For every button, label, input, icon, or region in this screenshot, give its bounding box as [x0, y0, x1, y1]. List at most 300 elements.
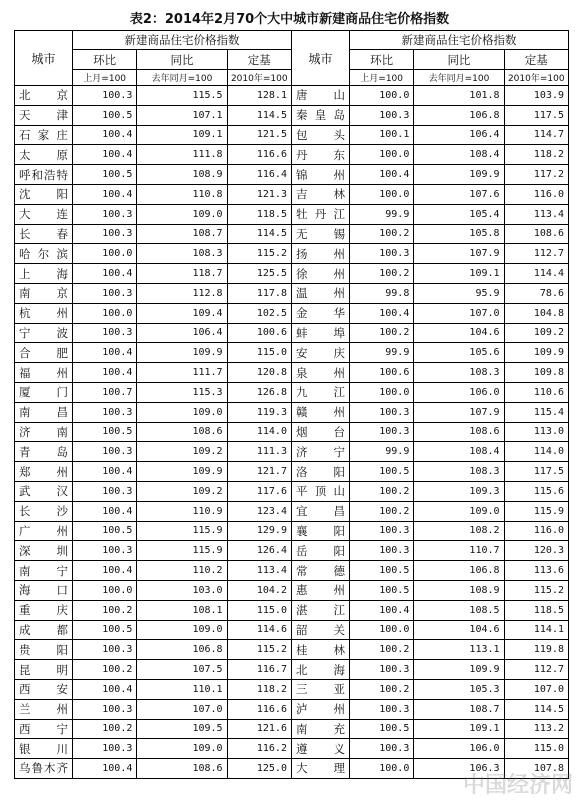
base-cell: 114.0: [227, 422, 291, 442]
yoy-cell: 115.5: [137, 86, 227, 106]
city-name: 吉林: [295, 187, 345, 202]
table-row: [15, 283, 569, 303]
city-cell: [291, 184, 349, 204]
base-cell: 117.5: [504, 462, 568, 482]
mom-cell: 100.4: [72, 501, 136, 521]
yoy-cell: 109.0: [137, 739, 227, 759]
base-cell: 111.3: [227, 442, 291, 462]
city-cell: [291, 442, 349, 462]
mom-cell: 100.5: [349, 580, 413, 600]
mom-cell: 100.3: [72, 283, 136, 303]
city-name: 唐山: [295, 88, 345, 103]
mom-cell: 100.4: [72, 145, 136, 165]
yoy-cell: 109.0: [414, 501, 504, 521]
city-cell: [291, 541, 349, 561]
base-cell: 125.5: [227, 264, 291, 284]
yoy-cell: 115.3: [137, 382, 227, 402]
yoy-cell: 115.9: [137, 521, 227, 541]
city-cell: [291, 679, 349, 699]
mom-cell: 100.4: [349, 600, 413, 620]
city-name: 南宁: [19, 563, 68, 578]
city-name: 武汉: [19, 484, 68, 499]
yoy-cell: 109.5: [137, 719, 227, 739]
yoy-cell: 109.0: [137, 620, 227, 640]
city-cell: [291, 402, 349, 422]
mom-cell: 99.9: [349, 343, 413, 363]
yoy-cell: 103.0: [137, 580, 227, 600]
yoy-cell: 104.6: [414, 323, 504, 343]
city-name: 三亚: [295, 682, 345, 697]
city-cell: [15, 660, 73, 680]
mom-cell: 100.4: [72, 462, 136, 482]
table-row: [15, 640, 569, 660]
mom-cell: 100.3: [72, 86, 136, 106]
base-cell: 115.2: [227, 640, 291, 660]
mom-cell: 100.4: [349, 165, 413, 185]
city-name: 泉州: [295, 365, 345, 380]
city-name: 太原: [19, 147, 68, 162]
yoy-cell: 108.7: [137, 224, 227, 244]
table-row: [15, 402, 569, 422]
base-cell: 115.9: [504, 501, 568, 521]
base-cell: 120.8: [227, 363, 291, 383]
table-title: 表2：2014年2月70个大中城市新建商品住宅价格指数: [129, 12, 450, 27]
city-cell: [291, 244, 349, 264]
mom-cell: 100.4: [72, 264, 136, 284]
base-cell: 100.6: [227, 323, 291, 343]
base-cell: 121.3: [227, 184, 291, 204]
city-cell: [291, 561, 349, 581]
base-cell: 126.8: [227, 382, 291, 402]
city-cell: [15, 165, 73, 185]
city-name: 宁波: [19, 325, 68, 340]
yoy-cell: 118.7: [137, 264, 227, 284]
city-name: 合肥: [19, 345, 68, 360]
city-cell: [15, 699, 73, 719]
base-cell: 109.9: [504, 343, 568, 363]
mom-cell: 100.3: [72, 204, 136, 224]
base-cell: 117.2: [504, 165, 568, 185]
yoy-cell: 105.3: [414, 679, 504, 699]
yoy-cell: 106.0: [414, 382, 504, 402]
base-cell: 118.5: [504, 600, 568, 620]
city-cell: [291, 620, 349, 640]
city-cell: [15, 105, 73, 125]
mom-cell: 100.0: [349, 620, 413, 640]
yoy-cell: 112.8: [137, 283, 227, 303]
mom-cell: 100.3: [349, 660, 413, 680]
table-row: [15, 501, 569, 521]
city-cell: [15, 244, 73, 264]
yoy-cell: 109.0: [137, 402, 227, 422]
table-row: [15, 600, 569, 620]
city-name: 上海: [19, 266, 68, 281]
mom-cell: 100.4: [72, 343, 136, 363]
mom-cell: 100.3: [349, 244, 413, 264]
city-name: 徐州: [295, 266, 345, 281]
city-cell: [15, 759, 73, 779]
base-cell: 114.5: [227, 105, 291, 125]
table-row: [15, 224, 569, 244]
base-base-left: 2010年=100: [227, 70, 291, 86]
mom-cell: 100.3: [349, 699, 413, 719]
yoy-cell: 104.6: [414, 620, 504, 640]
mom-base-left: 上月=100: [72, 70, 136, 86]
city-name: 银川: [19, 741, 68, 756]
yoy-cell: 110.7: [414, 541, 504, 561]
table-row: [15, 382, 569, 402]
base-cell: 108.6: [504, 224, 568, 244]
mom-cell: 100.5: [72, 620, 136, 640]
city-name: 桂林: [295, 642, 345, 657]
table-row: [15, 125, 569, 145]
city-name: 济南: [19, 424, 68, 439]
table-row: [15, 660, 569, 680]
base-cell: 114.5: [227, 224, 291, 244]
base-cell: 115.4: [504, 402, 568, 422]
yoy-cell: 108.6: [137, 759, 227, 779]
base-cell: 107.0: [504, 679, 568, 699]
mom-cell: 100.4: [72, 561, 136, 581]
base-cell: 121.6: [227, 719, 291, 739]
yoy-cell: 108.6: [414, 422, 504, 442]
city-name: 长沙: [19, 504, 68, 519]
yoy-cell: 110.2: [137, 561, 227, 581]
base-cell: 119.3: [227, 402, 291, 422]
base-cell: 125.0: [227, 759, 291, 779]
base-cell: 107.8: [504, 759, 568, 779]
city-name: 天津: [19, 108, 68, 123]
mom-cell: 100.4: [72, 125, 136, 145]
city-name: 锦州: [295, 167, 345, 182]
table-row: [15, 521, 569, 541]
city-name: 大理: [295, 761, 345, 776]
yoy-cell: 108.9: [414, 580, 504, 600]
yoy-cell: 106.8: [137, 640, 227, 660]
mom-cell: 100.3: [349, 422, 413, 442]
city-name: 包头: [295, 127, 345, 142]
city-name: 杭州: [19, 306, 68, 321]
city-name: 丹东: [295, 147, 345, 162]
yoy-cell: 115.9: [137, 541, 227, 561]
city-cell: [15, 600, 73, 620]
yoy-cell: 108.3: [414, 462, 504, 482]
base-cell: 114.4: [504, 264, 568, 284]
base-cell: 120.3: [504, 541, 568, 561]
city-cell: [291, 600, 349, 620]
base-cell: 114.1: [504, 620, 568, 640]
mom-cell: 100.3: [72, 323, 136, 343]
yoy-cell: 107.9: [414, 402, 504, 422]
mom-cell: 100.3: [72, 442, 136, 462]
mom-cell: 100.3: [349, 105, 413, 125]
city-cell: [15, 402, 73, 422]
yoy-cell: 95.9: [414, 283, 504, 303]
base-cell: 115.0: [227, 600, 291, 620]
mom-cell: 100.2: [349, 481, 413, 501]
yoy-header-left: 同比: [137, 50, 227, 70]
city-name: 哈尔滨: [19, 246, 68, 261]
yoy-cell: 108.7: [414, 699, 504, 719]
base-cell: 116.6: [227, 145, 291, 165]
mom-cell: 99.9: [349, 204, 413, 224]
mom-cell: 100.2: [349, 323, 413, 343]
price-index-table: [14, 30, 569, 779]
base-cell: 115.0: [504, 739, 568, 759]
mom-cell: 100.0: [349, 86, 413, 106]
mom-cell: 100.3: [72, 739, 136, 759]
city-name: 蚌埠: [295, 325, 345, 340]
city-name: 平顶山: [295, 484, 345, 499]
base-cell: 113.6: [504, 561, 568, 581]
city-name: 海口: [19, 583, 68, 598]
base-cell: 118.2: [504, 145, 568, 165]
city-name: 重庆: [19, 603, 68, 618]
city-name: 无锡: [295, 226, 345, 241]
base-cell: 121.5: [227, 125, 291, 145]
base-cell: 113.4: [227, 561, 291, 581]
yoy-cell: 107.0: [137, 699, 227, 719]
watermark: 中国经济网: [462, 773, 573, 798]
yoy-cell: 109.3: [414, 481, 504, 501]
base-cell: 118.2: [227, 679, 291, 699]
city-cell: [291, 501, 349, 521]
yoy-cell: 108.2: [414, 521, 504, 541]
city-name: 青岛: [19, 444, 68, 459]
city-cell: [291, 224, 349, 244]
mom-cell: 100.0: [349, 184, 413, 204]
base-cell: 112.7: [504, 244, 568, 264]
table-row: [15, 363, 569, 383]
city-cell: [15, 620, 73, 640]
mom-cell: 100.0: [349, 759, 413, 779]
city-cell: [15, 264, 73, 284]
table-row: [15, 481, 569, 501]
city-cell: [15, 184, 73, 204]
city-cell: [291, 739, 349, 759]
yoy-cell: 109.2: [137, 481, 227, 501]
city-cell: [15, 580, 73, 600]
city-name: 沈阳: [19, 187, 68, 202]
city-name: 赣州: [295, 405, 345, 420]
table-row: [15, 580, 569, 600]
mom-header-right: 环比: [349, 50, 413, 70]
base-cell: 121.7: [227, 462, 291, 482]
city-name: 西宁: [19, 721, 68, 736]
city-cell: [15, 442, 73, 462]
mom-cell: 100.2: [349, 679, 413, 699]
table-row: [15, 561, 569, 581]
yoy-cell: 107.6: [414, 184, 504, 204]
yoy-base-right: 去年同月=100: [414, 70, 504, 86]
mom-cell: 100.4: [72, 759, 136, 779]
yoy-cell: 101.8: [414, 86, 504, 106]
base-cell: 103.9: [504, 86, 568, 106]
city-cell: [291, 580, 349, 600]
city-name: 贵阳: [19, 642, 68, 657]
yoy-cell: 106.8: [414, 561, 504, 581]
group-header-right: 新建商品住宅价格指数: [349, 31, 568, 50]
base-cell: 117.8: [227, 283, 291, 303]
mom-cell: 100.2: [349, 264, 413, 284]
city-cell: [291, 481, 349, 501]
mom-cell: 100.3: [72, 224, 136, 244]
table-row: [15, 739, 569, 759]
mom-cell: 100.6: [349, 363, 413, 383]
base-cell: 112.7: [504, 660, 568, 680]
city-cell: [291, 264, 349, 284]
city-name: 扬州: [295, 246, 345, 261]
base-header-left: 定基: [227, 50, 291, 70]
mom-cell: 100.3: [72, 481, 136, 501]
mom-cell: 100.2: [349, 640, 413, 660]
base-cell: 117.6: [227, 481, 291, 501]
table-row: [15, 244, 569, 264]
base-cell: 109.8: [504, 363, 568, 383]
mom-cell: 99.9: [349, 442, 413, 462]
city-name: 北海: [295, 662, 345, 677]
yoy-cell: 107.5: [137, 660, 227, 680]
yoy-cell: 106.3: [414, 759, 504, 779]
yoy-cell: 108.4: [414, 145, 504, 165]
base-cell: 116.2: [227, 739, 291, 759]
yoy-cell: 109.1: [414, 264, 504, 284]
base-cell: 115.6: [504, 481, 568, 501]
table-row: [15, 699, 569, 719]
mom-cell: 100.4: [72, 184, 136, 204]
yoy-cell: 108.9: [137, 165, 227, 185]
base-header-right: 定基: [504, 50, 568, 70]
table-row: [15, 264, 569, 284]
mom-cell: 100.4: [349, 303, 413, 323]
mom-cell: 100.3: [349, 402, 413, 422]
base-cell: 119.8: [504, 640, 568, 660]
mom-cell: 100.4: [72, 679, 136, 699]
base-base-right: 2010年=100: [504, 70, 568, 86]
yoy-cell: 109.4: [137, 303, 227, 323]
yoy-cell: 107.9: [414, 244, 504, 264]
table-row: [15, 620, 569, 640]
table-row: [15, 679, 569, 699]
city-name: 广州: [19, 523, 68, 538]
city-cell: [15, 719, 73, 739]
table-row: [15, 541, 569, 561]
mom-cell: 100.3: [349, 521, 413, 541]
city-cell: [15, 363, 73, 383]
yoy-cell: 108.1: [137, 600, 227, 620]
base-cell: 78.6: [504, 283, 568, 303]
city-header-left: 城市: [15, 31, 73, 86]
yoy-header-right: 同比: [414, 50, 504, 70]
city-name: 深圳: [19, 543, 68, 558]
base-cell: 114.5: [504, 699, 568, 719]
city-name: 郑州: [19, 464, 68, 479]
base-cell: 102.5: [227, 303, 291, 323]
city-name: 韶关: [295, 622, 345, 637]
city-cell: [291, 363, 349, 383]
mom-cell: 100.0: [72, 580, 136, 600]
base-cell: 114.7: [504, 125, 568, 145]
base-cell: 104.2: [227, 580, 291, 600]
city-name: 大连: [19, 207, 68, 222]
city-cell: [291, 105, 349, 125]
city-cell: [15, 343, 73, 363]
city-name: 湛江: [295, 603, 345, 618]
yoy-cell: 110.9: [137, 501, 227, 521]
table-body: [15, 86, 569, 779]
city-name: 惠州: [295, 583, 345, 598]
base-cell: 115.0: [227, 343, 291, 363]
city-name: 南充: [295, 721, 345, 736]
city-name: 济宁: [295, 444, 345, 459]
city-cell: [15, 561, 73, 581]
city-name: 长春: [19, 226, 68, 241]
yoy-cell: 109.9: [414, 165, 504, 185]
city-cell: [291, 323, 349, 343]
mom-cell: 100.3: [72, 699, 136, 719]
city-name: 西安: [19, 682, 68, 697]
mom-cell: 99.8: [349, 283, 413, 303]
mom-header-left: 环比: [72, 50, 136, 70]
mom-cell: 100.2: [72, 719, 136, 739]
city-cell: [291, 640, 349, 660]
city-cell: [291, 165, 349, 185]
mom-cell: 100.0: [72, 244, 136, 264]
base-cell: 126.4: [227, 541, 291, 561]
mom-cell: 100.7: [72, 382, 136, 402]
table-row: [15, 323, 569, 343]
city-cell: [15, 640, 73, 660]
city-cell: [15, 462, 73, 482]
city-name: 金华: [295, 306, 345, 321]
yoy-cell: 108.6: [137, 422, 227, 442]
city-cell: [15, 224, 73, 244]
city-name: 乌鲁木齐: [19, 761, 68, 776]
yoy-cell: 108.3: [414, 363, 504, 383]
mom-cell: 100.0: [72, 303, 136, 323]
base-cell: 115.2: [504, 580, 568, 600]
table-row: [15, 105, 569, 125]
city-cell: [291, 719, 349, 739]
city-cell: [15, 422, 73, 442]
city-cell: [291, 343, 349, 363]
mom-cell: 100.2: [72, 600, 136, 620]
base-cell: 123.4: [227, 501, 291, 521]
city-cell: [15, 323, 73, 343]
mom-cell: 100.5: [349, 561, 413, 581]
city-cell: [15, 541, 73, 561]
city-cell: [15, 382, 73, 402]
table-row: [15, 184, 569, 204]
base-cell: 117.5: [504, 105, 568, 125]
mom-cell: 100.4: [72, 363, 136, 383]
yoy-base-left: 去年同月=100: [137, 70, 227, 86]
yoy-cell: 110.8: [137, 184, 227, 204]
city-name: 九江: [295, 385, 345, 400]
yoy-cell: 109.2: [137, 442, 227, 462]
base-cell: 115.2: [227, 244, 291, 264]
yoy-cell: 108.4: [414, 442, 504, 462]
base-cell: 128.1: [227, 86, 291, 106]
city-name: 成都: [19, 622, 68, 637]
table-row: [15, 422, 569, 442]
mom-cell: 100.5: [72, 422, 136, 442]
city-name: 襄阳: [295, 523, 345, 538]
table-row: [15, 204, 569, 224]
mom-cell: 100.3: [349, 739, 413, 759]
city-name: 石家庄: [19, 127, 68, 142]
table-row: [15, 86, 569, 106]
